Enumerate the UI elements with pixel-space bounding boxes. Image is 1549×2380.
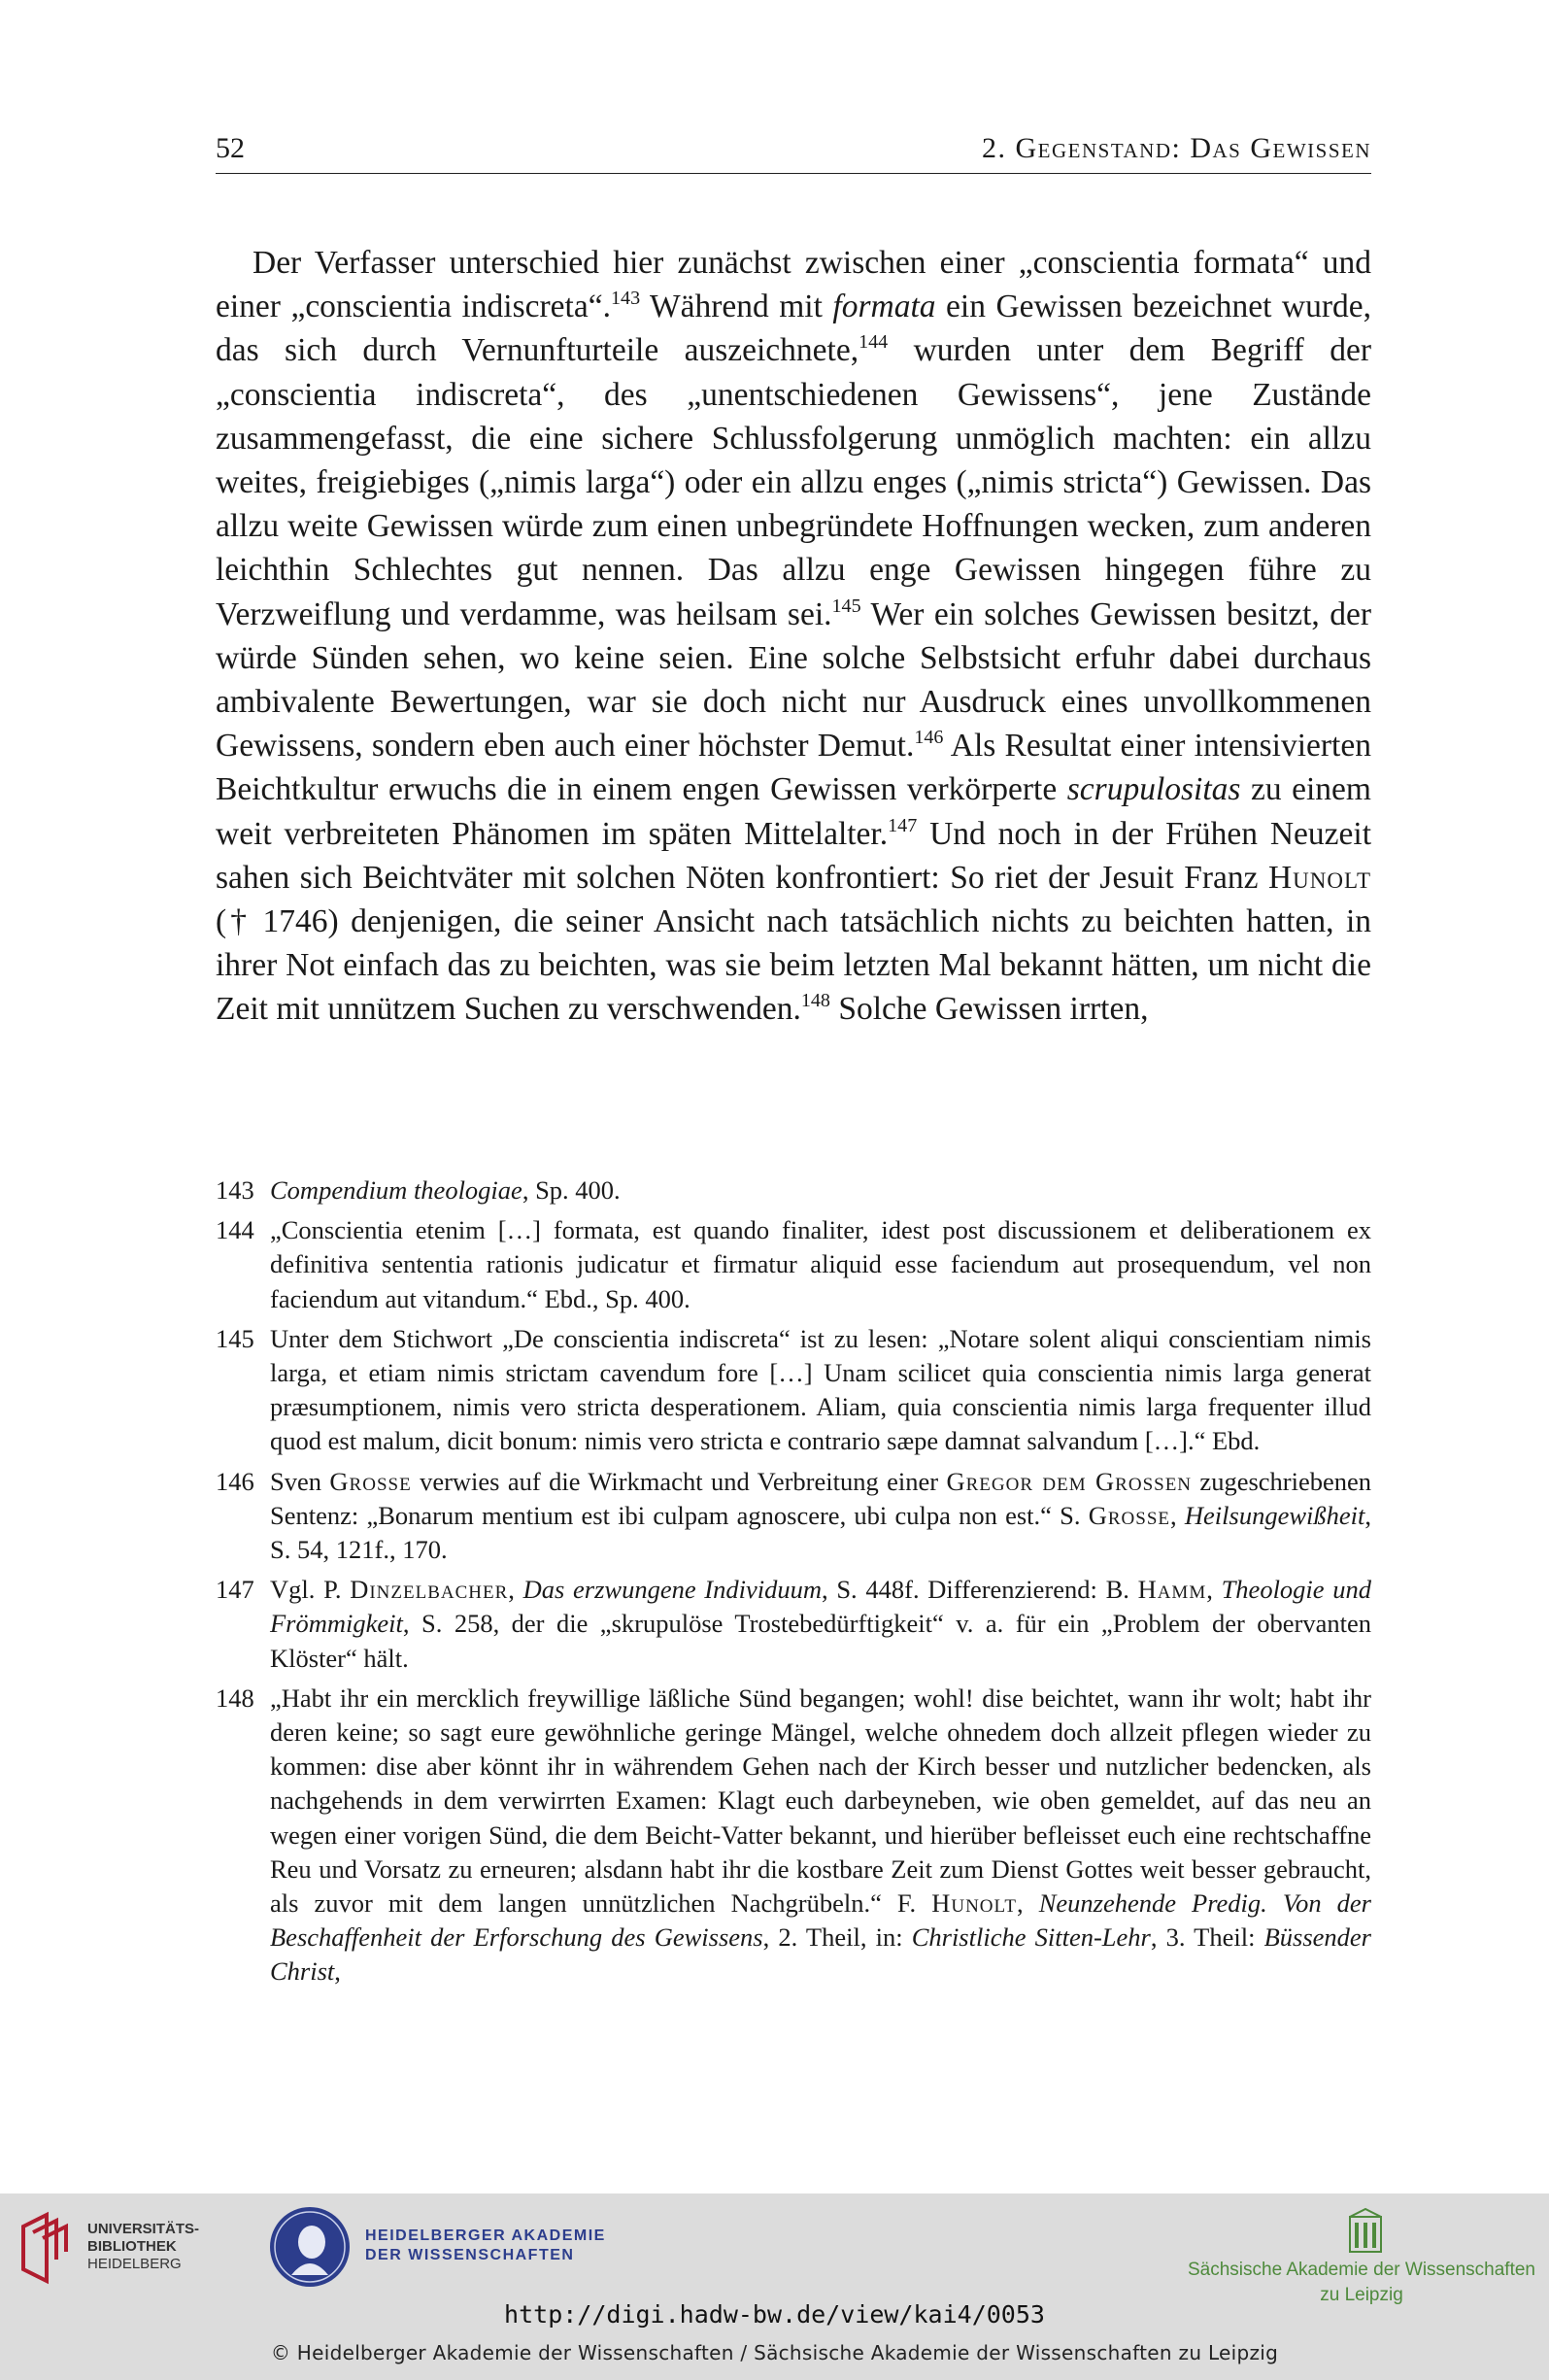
viewer-footer (0, 2193, 1549, 2380)
footnote-146 (216, 1465, 1371, 1568)
text-run: , (508, 1575, 523, 1605)
text-run: Compendium theologiae (270, 1175, 522, 1205)
text-run: zu einem weit verbreiteten Phänomen im späten Mittelalter. (216, 771, 1371, 852)
text-run: Neunzehende Predig. Von der Beschaffenheit der Erforschung des Gewissens (270, 1888, 1371, 1953)
italic-term: scrupulositas (1066, 771, 1241, 808)
text-run: Büssender Christ (270, 1922, 1371, 1987)
text-run: verwies auf die Wirkmacht und Verbreitung einer (411, 1466, 947, 1496)
permalink-url[interactable]: http://digi.hadw-bw.de/view/kai4/0053 (504, 2300, 1045, 2329)
text-run: Solche Gewissen irrten, (829, 991, 1149, 1028)
text-run: Christliche Sitten-Lehr (911, 1922, 1151, 1953)
footnote-number: 145 (216, 1323, 254, 1353)
text-run: Unter dem Stichwort „De conscientia indiscreta“ ist zu lesen: „Notare solent aliqui conscientiam nimis larga, et etiam nimis strictam cavendum fore […] Unam scilicet quia conscientia nimis larga generat præsumptionem, nimis vero stricta desperationem. Aliam, quia conscientia nimis larga frequenter illud quod est malum, dicit bonum: nimis vero stricta e contrario sæpe damnat salvandum […].“ Ebd. (270, 1323, 1371, 1456)
academy-seal-icon (270, 2207, 350, 2287)
body-paragraph (216, 241, 1371, 1032)
page-number: 52 (216, 132, 245, 164)
footnotes (216, 1173, 1371, 1995)
text-run: Vgl. P. (270, 1575, 351, 1605)
text-run: Das erzwungene Individuum (522, 1575, 822, 1605)
text-run: Dinzelbacher (350, 1575, 509, 1605)
footnote-ref-145[interactable]: 145 (831, 595, 861, 617)
text-run: , 2. Theil, in: (762, 1922, 912, 1953)
text-run: , S. 258, der die „skrupulöse Trostebedürftigkeit“ v. a. für ein „Problem der obervanten Klöster“ hält. (270, 1609, 1371, 1673)
text-run: , S. 54, 121f., 170. (270, 1500, 1371, 1565)
text-run: Hamm (1137, 1575, 1207, 1605)
text-run: Als Resultat einer intensivierten Beichtkultur erwuchs die in einem engen Gewissen verkörperte (216, 728, 1371, 808)
text-run: Grosse (1088, 1500, 1171, 1530)
saw-line: zu Leipzig (1320, 2285, 1403, 2305)
footnote-number: 144 (216, 1215, 254, 1245)
text-run: Gregor dem Grossen (946, 1466, 1193, 1496)
university-library-logo-icon (17, 2209, 76, 2287)
heidelberg-academy-name[interactable] (365, 2227, 606, 2265)
ub-line: HEIDELBERG (87, 2256, 182, 2272)
text-run: Heilsungewißheit (1184, 1500, 1365, 1530)
text-run: „Habt ihr ein mercklich freywillige läßliche Sünd begangen; wohl! dise beichtet, wann ihr wolt; habt ihr deren keine; so sagt eure gewöhnliche geringe Mängel, welche ohnedem doch allzeit pflegen wieder zu kommen: dise aber könnt ihr in währendem Gehen nach der Kirch besser und nutzlicher bedencken, als nachgehends in dem verwirrten Examen: Klagt euch darbeyneben, wie oben gemeldet, auf das neu an wegen einer vorigen Sünd, die dem Beicht-Vatter bekannt, und hierüber befleisset euch eine rechtschaffne Reu und Vorsatz zu erneuren; alsdann habt ihr die kostbare Zeit zum Dienst Gottes weit besser gebraucht, als zuvor mit dem langen unnützlichen Nachgrübeln.“ F. (270, 1683, 1371, 1919)
text-run: „Conscientia etenim […] formata, est quando finaliter, idest post discussionem et deliberationem ex definitiva sententia rationis judicatur et firmatur aliquid esse faciendum aut prosequendum, vel non faciendum aut vitandum.“ Ebd., Sp. 400. (270, 1215, 1371, 1313)
footnote-145 (216, 1322, 1371, 1459)
copyright-notice: © Heidelberger Akademie der Wissenschaften / Sächsische Akademie der Wissenschaften zu Leipzig (270, 2341, 1279, 2364)
text-run: Und noch in der Frühen Neuzeit sahen sich Beichtväter mit solchen Nöten konfrontiert: So riet der Jesuit Franz (216, 815, 1371, 896)
hadw-line: DER WISSENSCHAFTEN (365, 2247, 575, 2263)
footnote-ref-146[interactable]: 146 (914, 727, 944, 749)
footnote-144 (216, 1213, 1371, 1316)
footnote-number: 148 (216, 1683, 254, 1713)
text-run: zugeschriebenen Sentenz: „Bonarum mentium est ibi culpam agnoscere, ubi culpa non est.“ S. (270, 1466, 1372, 1530)
page-header (216, 126, 1371, 174)
running-title: 2. Gegenstand: Das Gewissen (982, 132, 1371, 164)
footnote-number: 143 (216, 1175, 254, 1205)
footnote-ref-147[interactable]: 147 (888, 814, 918, 836)
author-name: Hunolt (1267, 859, 1371, 896)
main-text (216, 241, 1371, 1032)
hadw-line: HEIDELBERGER AKADEMIE (365, 2227, 606, 2244)
text-run: , (1206, 1575, 1222, 1605)
footnote-148 (216, 1682, 1371, 1989)
text-run: († 1746) denjenigen, die seiner Ansicht nach tatsächlich nichts zu beichten hatten, in ihrer Not einfach das zu beichten, was sie beim letzten Mal bekannt hätten, um nicht die Zeit mit unnützem Suchen zu verschwenden. (216, 903, 1371, 1028)
text-run: Während mit (640, 289, 833, 325)
text-run: , 3. Theil: (1150, 1922, 1264, 1953)
footnote-number: 146 (216, 1466, 254, 1496)
text-run: , (1017, 1888, 1039, 1919)
saxon-academy-logo-icon (1349, 2207, 1382, 2254)
university-library-name[interactable] (87, 2221, 199, 2273)
text-run: Der Verfasser unterschied hier zunächst zwischen einer „conscientia formata“ und einer „conscientia indiscreta“. (216, 245, 1371, 325)
text-run: Sven (270, 1466, 330, 1496)
ub-line: BIBLIOTHEK (87, 2238, 177, 2255)
footnote-ref-144[interactable]: 144 (859, 331, 889, 354)
footnote-147 (216, 1573, 1371, 1676)
footnote-number: 147 (216, 1575, 254, 1605)
text-run: , Sp. 400. (522, 1175, 621, 1205)
text-run: wurden unter dem Begriff der „conscientia indiscreta“, des „unentschiedenen Gewissens“, jene Zustände zusammengefasst, die eine sichere Schlussfolgerung unmöglich machten: ein allzu weites, freigiebiges („nimis larga“) oder ein allzu enges („nimis stricta“) Gewissen. Das allzu weite Gewissen würde zum einen unbegründete Hoffnungen wecken, zum anderen leichthin Schlechtes gut nennen. Das allzu enge Gewissen hingegen führe zu Verzweiflung und verdamme, was heilsam sei. (216, 332, 1371, 632)
text-run: Hunolt (931, 1888, 1017, 1919)
saw-line: Sächsische Akademie der Wissenschaften (1187, 2260, 1535, 2280)
footnote-143 (216, 1173, 1371, 1207)
text-run: Wer ein solches Gewissen besitzt, der würde Sünden sehen, wo keine seien. Eine solche Selbstsicht erfuhr dabei durchaus ambivalente Bewertungen, war sie doch nicht nur Ausdruck eines unvollkommenen Gewissens, sondern eben auch einer höchster Demut. (216, 595, 1371, 765)
text-run: Theologie und Frömmigkeit (270, 1575, 1371, 1639)
text-run: , (334, 1956, 341, 1987)
footnote-ref-143[interactable]: 143 (610, 288, 641, 310)
text-run: Grosse (329, 1466, 412, 1496)
footnote-ref-148[interactable]: 148 (800, 990, 830, 1012)
italic-term: formata (832, 289, 936, 325)
text-run: , (1170, 1500, 1185, 1530)
ub-line: UNIVERSITÄTS- (87, 2221, 200, 2237)
text-run: , S. 448f. Differenzierend: B. (822, 1575, 1138, 1605)
text-run: ein Gewissen bezeichnet wurde, das sich durch Vernunfturteile auszeichnete, (216, 289, 1371, 369)
